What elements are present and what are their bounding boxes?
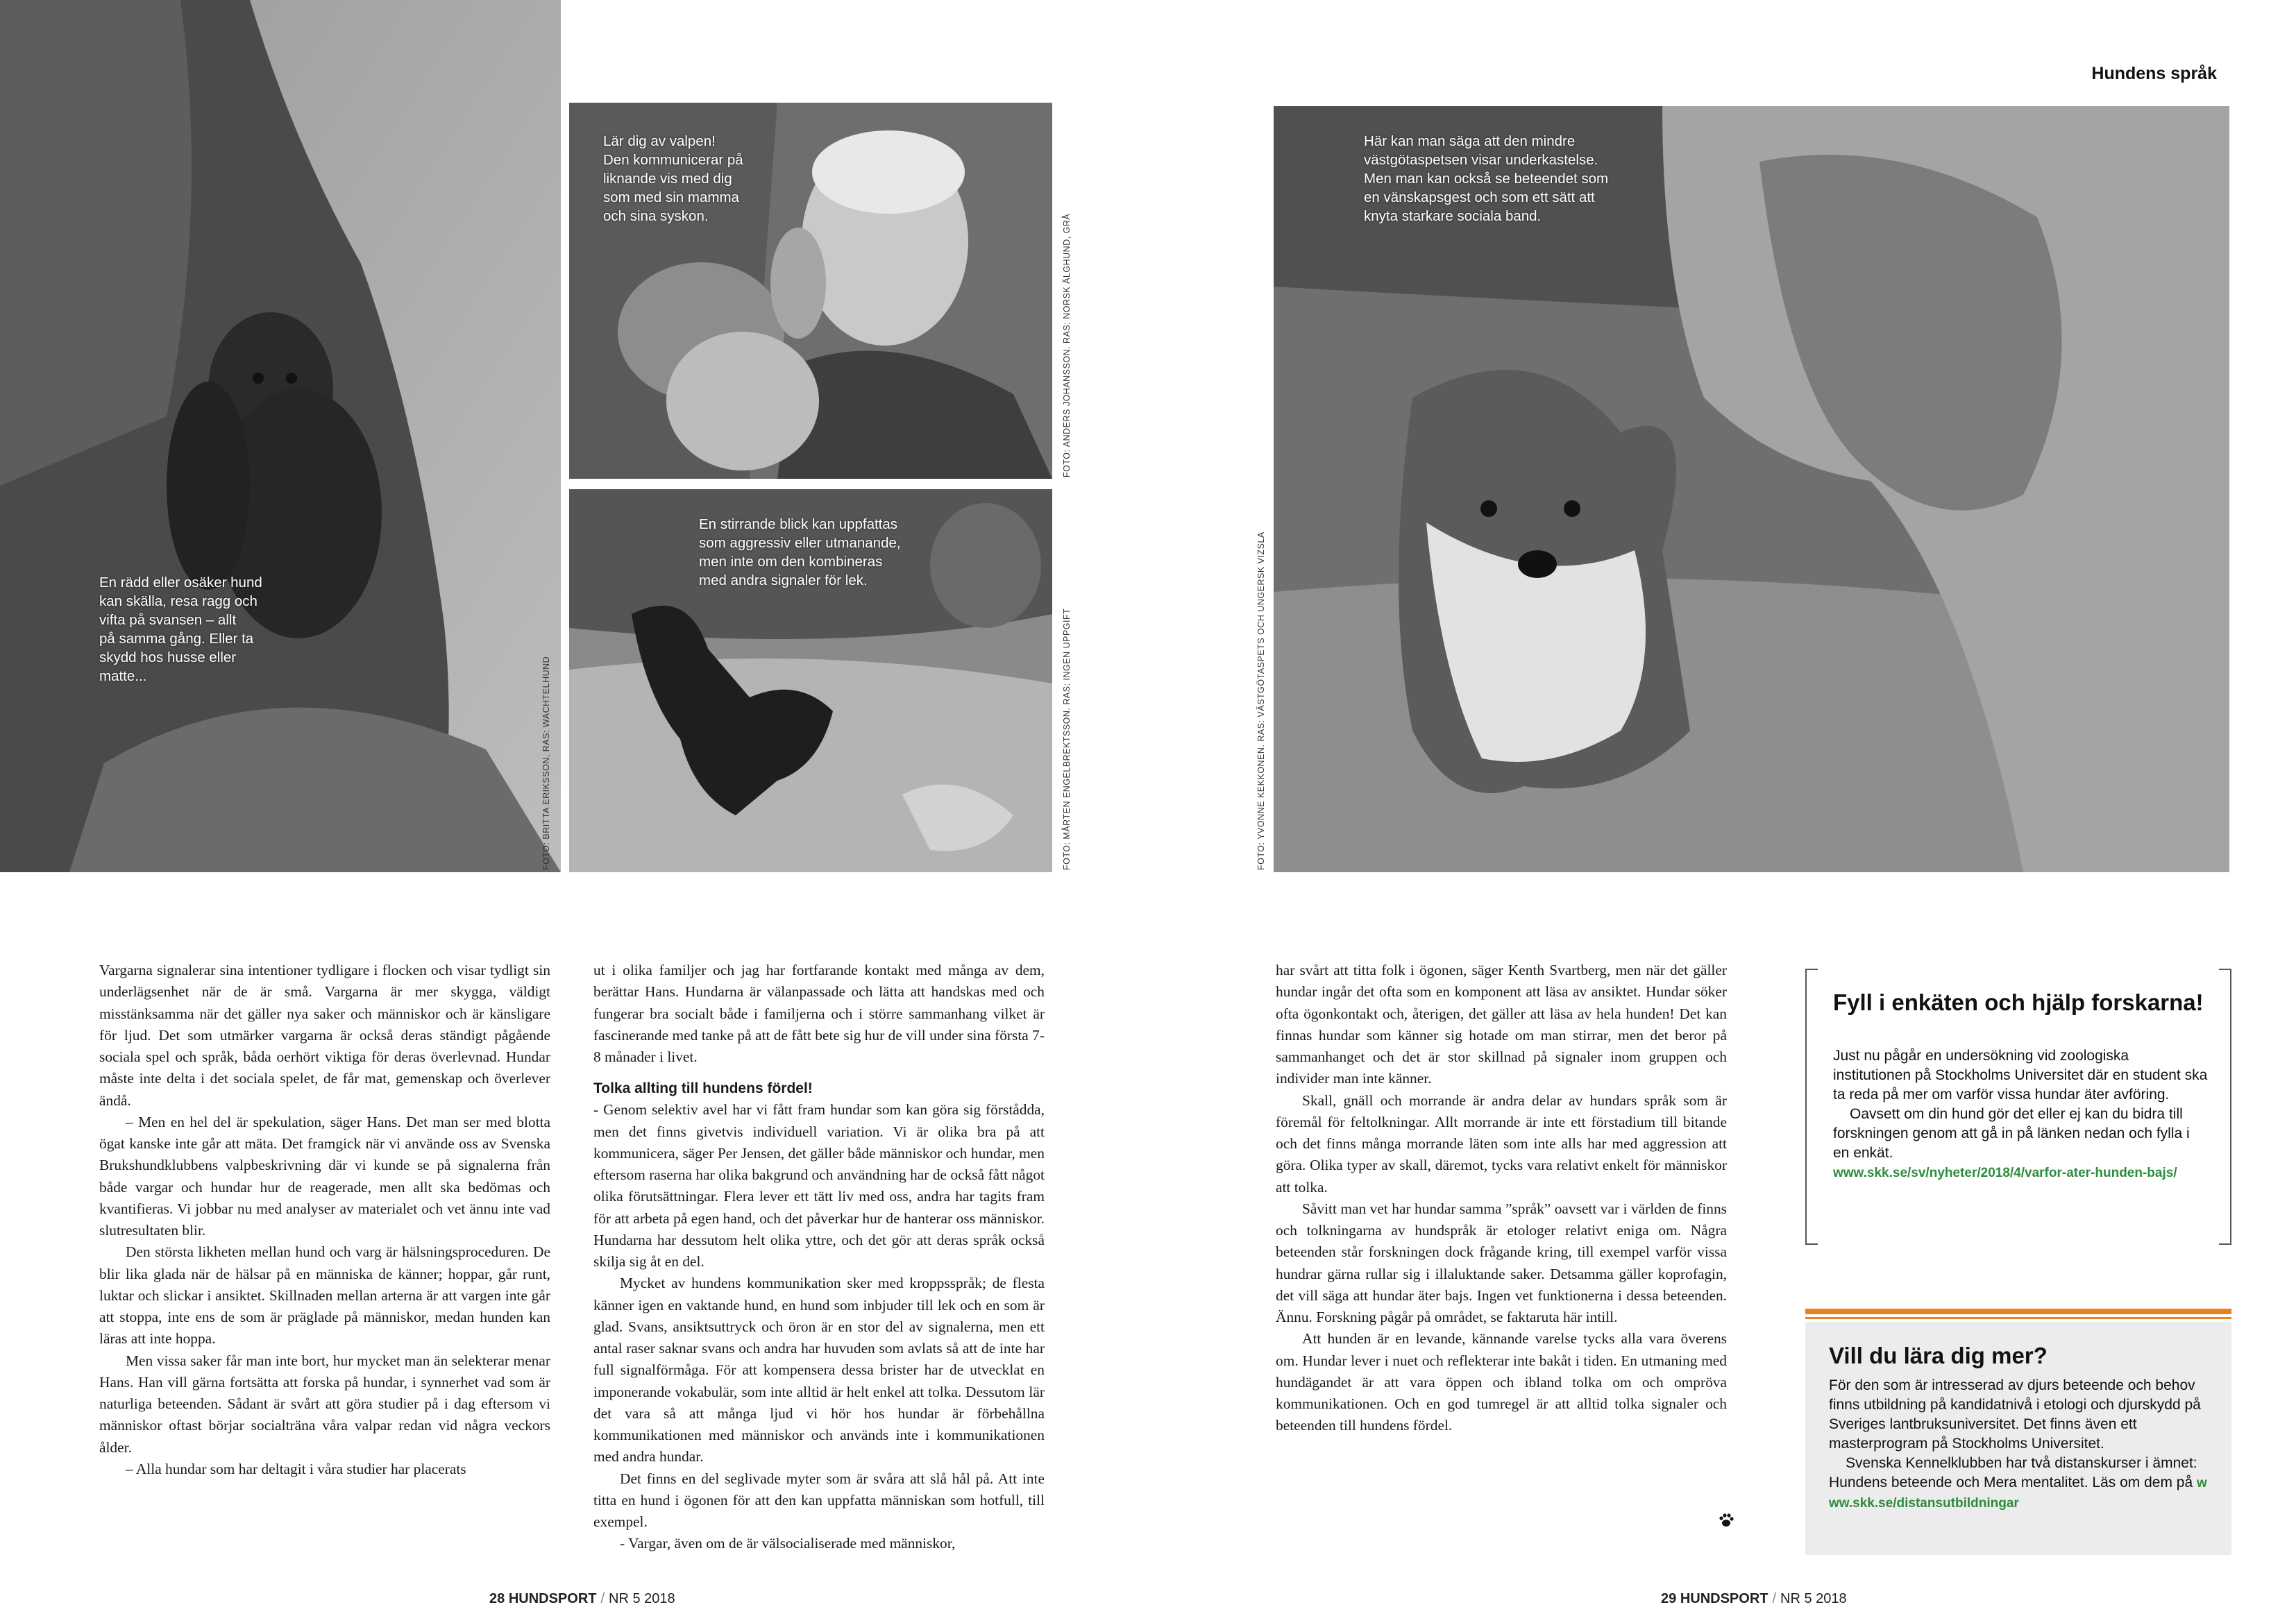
folio-left: 28 HUNDSPORT / NR 5 2018	[489, 1591, 675, 1606]
article-paragraph: Men vissa saker får man inte bort, hur mycket man än selekterar menar Hans. Han vill gärna fortsätta att forska på hundar, i synnerhet vad som är naturliga beteenden. Sådant är svårt att göra studier på i dag eftersom vi människor oftast börjar socialträna våra valpar redan vid några veckors ålder.	[99, 1352, 550, 1456]
caption-photo3: En stirrande blick kan uppfattas som aggressiv eller utmanande, men inte om den kombineras med andra signaler för lek.	[699, 516, 901, 588]
fact-box-survey	[1805, 969, 2231, 1242]
article-paragraph: Skall, gnäll och morrande är andra delar av hundars språk som är föremål för feltolkningar. Allt morrande är inte ett förstadium till bitande och det finns många morrande läten som inte alls har med aggression att göra. Olika typer av skall, däremot, tycks vara relativt enkelt för människor att tolka.	[1276, 1091, 1727, 1196]
article-paragraph: Det finns en del seglivade myter som är svåra att slå hål på. Att inte titta en hund i ögonen för att den kan uppfatta människan som hotfull, till exempel.	[593, 1470, 1045, 1530]
issue-right: NR 5 2018	[1780, 1591, 1847, 1606]
article-column-3	[1276, 960, 1727, 1437]
credit-photo1: FOTO: BRITTA ERIKSSON, RAS: WACHTELHUND	[541, 656, 551, 870]
fact-box-learn-more-p2-text: Svenska Kennelklubben har två distanskurser i ämnet: Hundens beteende och Mera mentalitet. Läs om dem på	[1829, 1455, 2197, 1490]
article-paragraph: Såvitt man vet har hundar samma ”språk” oavsett var i världen de finns och tolkningarna av hundspråk är etologer relativt eniga om. Några beteenden står forskningen dock frågande kring, till exempel varför vissa hundrar gärna rullar sig i illaluktande saker. Detsamma gäller koprofagin, det vill säga att hundar äter bajs. Ingen vet funktionerna i dessa beteenden. Ännu. Forskning pågår på området, se faktaruta här intill.	[1276, 1200, 1727, 1325]
fact-box-survey-title: Fyll i enkäten och hjälp forskarna!	[1833, 989, 2204, 1015]
box-bracket-left	[1805, 969, 1818, 1245]
article-subheading: Tolka allting till hundens fördel!	[593, 1080, 813, 1097]
article-paragraph: Vargarna signalerar sina intentioner tydligare i flocken och visar tydligt sin underlägsenhet när de är små. Vargarna är mer skygga, väldigt misstänksamma när det gäller nya saker och människor och är känsligare för ljud. Det som utmärker vargarna är också deras ständigt pågående sociala spel och språk, båda oerhört viktiga för deras överlevnad. Hundar måste inte delta i det sociala spelet, de får mat, gemenskap och överlever ändå.	[99, 962, 550, 1109]
section-label: Hundens språk	[2091, 64, 2217, 83]
orange-rule	[1805, 1309, 2231, 1314]
fact-box-learn-more-title: Vill du lära dig mer?	[1829, 1343, 2048, 1368]
article-column-2	[593, 960, 1045, 1555]
fact-box-survey-p2: Oavsett om din hund gör det eller ej kan du bidra till forskningen genom att gå in på länken nedan och fylla i en enkät.	[1833, 1106, 2190, 1161]
fact-box-survey-p1: Just nu pågår en undersökning vid zoologiska institutionen på Stockholms Universitet där en student ska ta reda på mer om varför vissa hundar äter avföring.	[1833, 1048, 2208, 1103]
survey-link[interactable]: www.skk.se/sv/nyheter/2018/4/varfor-ater-hunden-bajs/	[1833, 1166, 2177, 1180]
fact-box-learn-more-body	[1829, 1376, 2212, 1513]
distance-courses-link[interactable]: www.skk.se/distansutbildningar	[1829, 1476, 2207, 1511]
article-column-1	[99, 960, 550, 1480]
article-paragraph: - Genom selektiv avel har vi fått fram hundar som kan göra sig förstådda, men det finns givetvis individuell variation. Vi är olika bra på att kommunicera, säger Per Jensen, det gäller både människor och hundar, men eftersom raserna har olika bakgrund och användning har de också fått något olika förutsättningar. Flera lever ett tätt liv med oss, andra har tagits fram för att arbeta på egen hand, och det påverkar hur de hanterar oss människor. Hundarna har dessutom helt olika yttre, och det gör att deras språk också skilja sig åt en del.	[593, 1101, 1045, 1270]
caption-photo4: Här kan man säga att den mindre västgötaspetsen visar underkastelse. Men man kan också se beteendet som en vänskapsgest och som ett sätt att knyta starkare sociala band.	[1364, 133, 1609, 224]
fact-box-learn-more-p1: För den som är intresserad av djurs beteende och behov finns utbildning på kandidatnivå i etologi och djurskydd på Sveriges lantbruksuniversitet. Det finns även ett masterprogram på Stockholms Universitet.	[1829, 1377, 2201, 1452]
caption-photo2: Lär dig av valpen! Den kommunicerar på liknande vis med dig som med sin mamma och sina syskon.	[603, 133, 743, 224]
credit-photo3: FOTO: MÅRTEN ENGELBREKTSSON. RAS: INGEN UPPGIFT	[1062, 608, 1072, 870]
issue-left: NR 5 2018	[609, 1591, 675, 1606]
caption-photo1: En rädd eller osäker hund kan skälla, resa ragg och vifta på svansen – allt på samma gång. Eller ta skydd hos husse eller matte...	[99, 575, 262, 684]
page-number-right: 29	[1661, 1591, 1677, 1606]
article-paragraph: Den största likheten mellan hund och varg är hälsningsproceduren. De blir lika glada när de hälsar på en människa de känner; hoppar, går runt, luktar och slickar i ansiktet. Skillnaden mellan arterna är att vargen inte går att stoppa, inte ens de som är präglade på människor, medan hunden kan läras att inte hoppa.	[99, 1243, 550, 1348]
orange-rule-thin	[1805, 1317, 2231, 1319]
article-paragraph: – Alla hundar som har deltagit i våra studier har placerats	[126, 1460, 466, 1477]
credit-photo2: FOTO: ANDERS JOHANSSON. RAS: NORSK ÄLGHUND, GRÅ	[1062, 213, 1072, 477]
magazine-name-right: HUNDSPORT	[1680, 1591, 1769, 1606]
fact-box-learn-more-p2	[1829, 1454, 2212, 1513]
fact-box-learn-more	[1805, 1322, 2231, 1555]
folio-right: 29 HUNDSPORT / NR 5 2018	[1661, 1591, 1847, 1606]
credit-photo4: FOTO: YVONNE KEKKONEN. RAS: VÄSTGÖTASPETS OCH UNGERSK VIZSLA	[1256, 532, 1266, 870]
fact-box-survey-body	[1833, 1046, 2208, 1183]
article-paragraph: Mycket av hundens kommunikation sker med kroppsspråk; de flesta känner igen en vaktande hund, en hund som inbjuder till lek och en som är glad. Svans, ansiktsuttryck och öron är en stor del av signalerna, men ett antal raser saknar svans och andra har huvuden som avlats så att de inte har full signalförmåga. För att kompensera dessa brister har de utvecklat en imponerande vokabulär, som inte alltid är helt enkel att tolka. Dessutom lär det vara så att många ljud vi hör hos hundar är förbehållna kommunikationen med människor och används inte i kommunikationen med andra hundar.	[593, 1275, 1045, 1465]
box-bracket-right	[2219, 969, 2231, 1245]
article-paragraph: – Men en hel del är spekulation, säger Hans. Det man ser med blotta ögat kanske inte går att mäta. Det framgick när vi använde oss av Svenska Brukshundklubbens valpbeskrivning där vi kunde se på signalerna från både vargar och hundar hur de reagerade, men allt ska bedömas och kvantifieras. Vi jobbar nu med analyser av materialet och vet ännu inte vad slutresultaten blir.	[99, 1113, 550, 1239]
page-number-left: 28	[489, 1591, 505, 1606]
article-paragraph: - Vargar, även om de är välsocialiserade med människor,	[620, 1535, 956, 1552]
paw-end-icon	[1719, 1513, 1734, 1528]
article-paragraph: ut i olika familjer och jag har fortfarande kontakt med många av dem, berättar Hans. Hundarna är välanpassade och lätta att handskas med och fungerar bra socialt både i familjerna och i större sammanhang vilket är fascinerande med tanke på att de fått bete sig hur de vill under sina första 7-8 månader i livet.	[593, 962, 1045, 1065]
article-paragraph: har svårt att titta folk i ögonen, säger Kenth Svartberg, men när det gäller hundar ingår det ofta som en komponent att läsa av ansiktet. Hundar söker ofta ögonkontakt och, återigen, det gäller att läsa av hela hunden! Det kan finnas hundar som känner sig hotade om man stirrar, men det beror på sammanhanget och det är stor skillnad på signaler inom gruppen och individer man inte känner.	[1276, 962, 1727, 1087]
article-paragraph: Att hunden är en levande, kännande varelse tycks alla vara överens om. Hundar lever i nuet och reflekterar inte bakåt i tiden. En utmaning med hundägandet är att vara öppen och ibland tolka om och ompröva kommunikationen. Och en god tumregel är att alltid tolka signaler och beteenden till hundens fördel.	[1276, 1330, 1727, 1434]
photo-puppy-with-owner	[0, 0, 561, 872]
magazine-name-left: HUNDSPORT	[508, 1591, 597, 1606]
